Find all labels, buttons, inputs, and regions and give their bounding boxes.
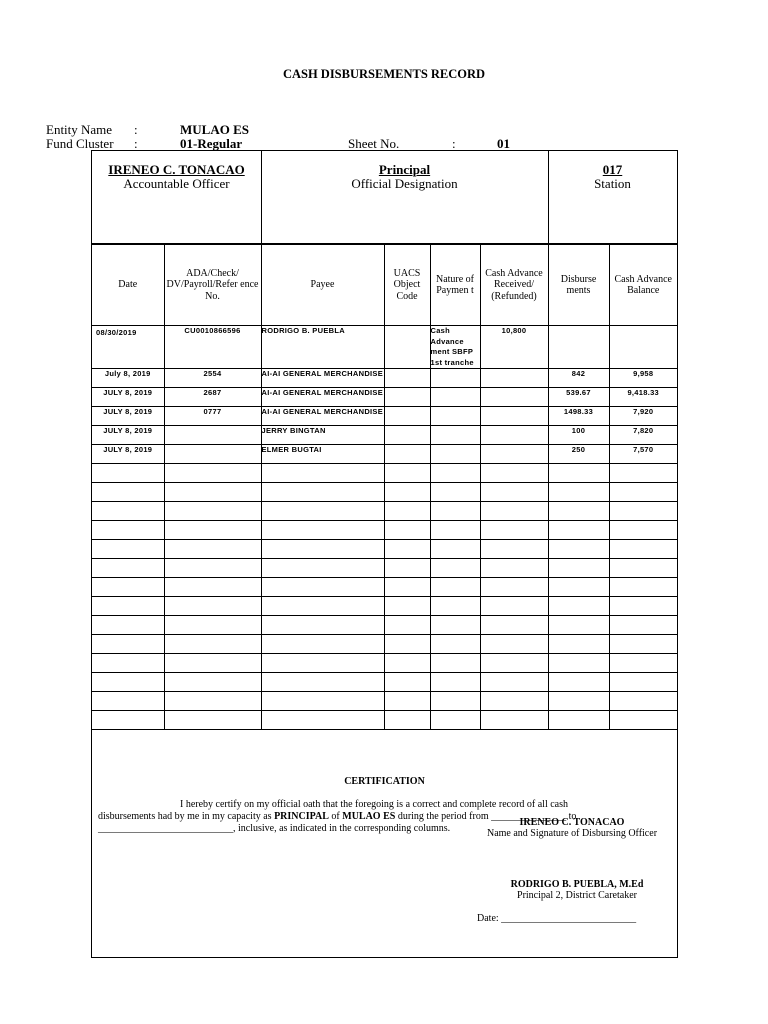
blank-cell bbox=[480, 597, 548, 616]
blank-row bbox=[92, 673, 677, 692]
blank-cell bbox=[548, 483, 609, 502]
cell-reference: 2687 bbox=[164, 388, 261, 407]
column-header-balance: Cash Advance Balance bbox=[609, 245, 677, 326]
blank-cell bbox=[609, 521, 677, 540]
fund-colon: : bbox=[134, 136, 138, 151]
blank-cell bbox=[261, 540, 384, 559]
blank-cell bbox=[548, 559, 609, 578]
blank-cell bbox=[384, 559, 430, 578]
accountable-officer-block bbox=[92, 163, 261, 191]
disbursement-table bbox=[92, 244, 677, 730]
cell-nature bbox=[430, 426, 480, 445]
table-row bbox=[92, 326, 677, 369]
blank-cell bbox=[609, 673, 677, 692]
sheet-no-label: Sheet No. bbox=[348, 136, 400, 151]
column-header-uacs: UACS Object Code bbox=[384, 245, 430, 326]
blank-cell bbox=[164, 521, 261, 540]
blank-cell bbox=[384, 616, 430, 635]
cell-date: JULY 8, 2019 bbox=[92, 388, 164, 407]
blank-row bbox=[92, 635, 677, 654]
blank-cell bbox=[548, 521, 609, 540]
blank-cell bbox=[92, 692, 164, 711]
blank-cell bbox=[430, 616, 480, 635]
record-frame bbox=[91, 150, 678, 958]
blank-cell bbox=[548, 635, 609, 654]
nature-text: Cash Advance ment SBFP 1st tranche bbox=[430, 326, 474, 367]
caretaker-name: RODRIGO B. PUEBLA, M.Ed bbox=[510, 879, 644, 890]
cell-balance: 7,570 bbox=[609, 445, 677, 464]
blank-cell bbox=[164, 464, 261, 483]
blank-cell bbox=[430, 483, 480, 502]
cell-date: July 8, 2019 bbox=[92, 369, 164, 388]
blank-cell bbox=[548, 597, 609, 616]
blank-cell bbox=[609, 616, 677, 635]
blank-cell bbox=[164, 692, 261, 711]
cell-nature bbox=[430, 388, 480, 407]
table-row bbox=[92, 445, 677, 464]
blank-cell bbox=[480, 578, 548, 597]
blank-cell bbox=[92, 597, 164, 616]
cell-payee: ELMER BUGTAI bbox=[261, 445, 384, 464]
blank-cell bbox=[548, 673, 609, 692]
blank-cell bbox=[384, 673, 430, 692]
cell-disbursements: 100 bbox=[548, 426, 609, 445]
cell-payee: AI-AI GENERAL MERCHANDISE bbox=[261, 388, 384, 407]
blank-cell bbox=[384, 711, 430, 730]
blank-cell bbox=[609, 692, 677, 711]
designation-name: Principal bbox=[378, 162, 431, 177]
fund-cluster-label: Fund Cluster bbox=[46, 136, 114, 151]
cell-reference bbox=[164, 426, 261, 445]
blank-cell bbox=[384, 635, 430, 654]
blank-cell bbox=[480, 711, 548, 730]
cell-received bbox=[480, 369, 548, 388]
blank-cell bbox=[384, 483, 430, 502]
blank-cell bbox=[609, 597, 677, 616]
cell-date: JULY 8, 2019 bbox=[92, 426, 164, 445]
blank-cell bbox=[261, 559, 384, 578]
blank-cell bbox=[609, 540, 677, 559]
blank-cell bbox=[164, 502, 261, 521]
column-header-payee: Payee bbox=[261, 245, 384, 326]
blank-row bbox=[92, 559, 677, 578]
blank-row bbox=[92, 597, 677, 616]
blank-cell bbox=[384, 540, 430, 559]
cell-disbursements bbox=[548, 326, 609, 369]
column-header-disbursements: Disburse ments bbox=[548, 245, 609, 326]
blank-row bbox=[92, 464, 677, 483]
officer-name: IRENEO C. TONACAO bbox=[108, 162, 245, 177]
blank-cell bbox=[480, 464, 548, 483]
blank-cell bbox=[164, 540, 261, 559]
caretaker-role: Principal 2, District Caretaker bbox=[517, 890, 637, 901]
cell-balance: 7,920 bbox=[609, 407, 677, 426]
blank-cell bbox=[430, 502, 480, 521]
cell-reference: 0777 bbox=[164, 407, 261, 426]
cell-nature bbox=[430, 407, 480, 426]
certification-line-2e: during the period from _______________ to bbox=[395, 811, 577, 822]
blank-cell bbox=[430, 540, 480, 559]
column-header-cash-advance-received: Cash Advance Received/ (Refunded) bbox=[480, 245, 548, 326]
blank-cell bbox=[92, 635, 164, 654]
cell-balance: 9,418.33 bbox=[609, 388, 677, 407]
blank-cell bbox=[480, 559, 548, 578]
cell-balance bbox=[609, 326, 677, 369]
cell-date: JULY 8, 2019 bbox=[92, 407, 164, 426]
blank-cell bbox=[92, 559, 164, 578]
cell-uacs bbox=[384, 326, 430, 369]
cell-payee: JERRY BINGTAN bbox=[261, 426, 384, 445]
column-header-nature: Nature of Paymen t bbox=[430, 245, 480, 326]
blank-cell bbox=[261, 578, 384, 597]
cell-date: JULY 8, 2019 bbox=[92, 445, 164, 464]
blank-cell bbox=[164, 711, 261, 730]
blank-cell bbox=[548, 578, 609, 597]
blank-cell bbox=[164, 578, 261, 597]
blank-cell bbox=[480, 616, 548, 635]
cell-uacs bbox=[384, 388, 430, 407]
blank-cell bbox=[480, 654, 548, 673]
blank-cell bbox=[92, 464, 164, 483]
cell-disbursements: 250 bbox=[548, 445, 609, 464]
blank-cell bbox=[92, 540, 164, 559]
blank-cell bbox=[609, 578, 677, 597]
cell-uacs bbox=[384, 369, 430, 388]
station-block bbox=[548, 163, 677, 191]
station-role: Station bbox=[594, 176, 631, 191]
certification-line-1: I hereby certify on my official oath that the foregoing is a correct and complete record of all cash bbox=[180, 799, 568, 810]
cell-balance: 9,958 bbox=[609, 369, 677, 388]
blank-cell bbox=[92, 711, 164, 730]
blank-cell bbox=[92, 616, 164, 635]
blank-cell bbox=[480, 692, 548, 711]
blank-cell bbox=[261, 692, 384, 711]
cell-payee: AI-AI GENERAL MERCHANDISE bbox=[261, 369, 384, 388]
blank-cell bbox=[480, 502, 548, 521]
cell-received bbox=[480, 388, 548, 407]
blank-cell bbox=[92, 654, 164, 673]
blank-cell bbox=[430, 654, 480, 673]
cell-payee: RODRIGO B. PUEBLA bbox=[261, 326, 384, 369]
blank-cell bbox=[261, 616, 384, 635]
document-title: CASH DISBURSEMENTS RECORD bbox=[282, 67, 486, 81]
certification-capacity: PRINCIPAL bbox=[274, 811, 329, 822]
blank-cell bbox=[261, 521, 384, 540]
certification-line-2a: disbursements had by me in my capacity as bbox=[98, 811, 275, 822]
blank-cell bbox=[164, 559, 261, 578]
blank-cell bbox=[92, 578, 164, 597]
blank-cell bbox=[92, 502, 164, 521]
blank-cell bbox=[430, 597, 480, 616]
blank-row bbox=[92, 711, 677, 730]
cell-disbursements: 842 bbox=[548, 369, 609, 388]
table-row bbox=[92, 369, 677, 388]
column-header-reference: ADA/Check/ DV/Payroll/Refer ence No. bbox=[164, 245, 261, 326]
cell-date: 08/30/2019 bbox=[92, 326, 164, 369]
cell-received bbox=[480, 426, 548, 445]
blank-cell bbox=[164, 673, 261, 692]
sheet-colon: : bbox=[452, 136, 456, 151]
blank-cell bbox=[430, 711, 480, 730]
blank-cell bbox=[480, 540, 548, 559]
blank-cell bbox=[480, 635, 548, 654]
blank-cell bbox=[261, 483, 384, 502]
blank-cell bbox=[164, 616, 261, 635]
blank-cell bbox=[609, 483, 677, 502]
blank-cell bbox=[430, 521, 480, 540]
blank-cell bbox=[609, 559, 677, 578]
cell-disbursements: 1498.33 bbox=[548, 407, 609, 426]
blank-cell bbox=[384, 578, 430, 597]
blank-cell bbox=[164, 597, 261, 616]
cell-payee: AI-AI GENERAL MERCHANDISE bbox=[261, 407, 384, 426]
blank-row bbox=[92, 502, 677, 521]
blank-cell bbox=[609, 464, 677, 483]
blank-cell bbox=[609, 502, 677, 521]
blank-cell bbox=[164, 635, 261, 654]
blank-cell bbox=[430, 559, 480, 578]
table-row bbox=[92, 407, 677, 426]
blank-cell bbox=[609, 635, 677, 654]
column-header-date: Date bbox=[92, 245, 164, 326]
blank-cell bbox=[384, 597, 430, 616]
blank-cell bbox=[261, 502, 384, 521]
blank-row bbox=[92, 483, 677, 502]
entity-name-label: Entity Name bbox=[46, 122, 113, 137]
blank-cell bbox=[261, 711, 384, 730]
disbursing-officer-name: IRENEO C. TONACAO bbox=[519, 817, 625, 828]
cell-uacs bbox=[384, 407, 430, 426]
blank-cell bbox=[609, 711, 677, 730]
blank-cell bbox=[430, 692, 480, 711]
blank-cell bbox=[261, 673, 384, 692]
officer-role: Accountable Officer bbox=[123, 176, 230, 191]
date-line: Date: ___________________________ bbox=[477, 913, 637, 924]
cell-reference bbox=[164, 445, 261, 464]
blank-row bbox=[92, 654, 677, 673]
entity-colon: : bbox=[134, 122, 138, 137]
cell-nature bbox=[430, 369, 480, 388]
cell-received bbox=[480, 407, 548, 426]
certification-entity: MULAO ES bbox=[342, 811, 396, 822]
blank-cell bbox=[430, 578, 480, 597]
blank-cell bbox=[548, 502, 609, 521]
blank-cell bbox=[548, 711, 609, 730]
certification-title: CERTIFICATION bbox=[344, 776, 425, 787]
disbursing-officer-role: Name and Signature of Disbursing Officer bbox=[486, 828, 658, 839]
blank-cell bbox=[92, 483, 164, 502]
blank-cell bbox=[430, 635, 480, 654]
sheet-no-value: 01 bbox=[497, 136, 510, 151]
cell-reference: 2554 bbox=[164, 369, 261, 388]
blank-row bbox=[92, 578, 677, 597]
cell-nature bbox=[430, 326, 480, 369]
blank-cell bbox=[480, 521, 548, 540]
cell-reference: CU0010866596 bbox=[164, 326, 261, 369]
entity-name-value: MULAO ES bbox=[180, 122, 249, 137]
caretaker-signature bbox=[492, 879, 662, 901]
blank-cell bbox=[261, 597, 384, 616]
blank-cell bbox=[92, 521, 164, 540]
blank-cell bbox=[384, 654, 430, 673]
designation-block bbox=[261, 163, 548, 191]
table-row bbox=[92, 426, 677, 445]
cell-received: 10,800 bbox=[480, 326, 548, 369]
blank-cell bbox=[261, 654, 384, 673]
blank-cell bbox=[92, 673, 164, 692]
blank-cell bbox=[164, 483, 261, 502]
blank-cell bbox=[384, 464, 430, 483]
blank-row bbox=[92, 540, 677, 559]
blank-cell bbox=[384, 502, 430, 521]
blank-cell bbox=[548, 540, 609, 559]
blank-row bbox=[92, 616, 677, 635]
station-code: 017 bbox=[602, 162, 623, 177]
blank-cell bbox=[384, 692, 430, 711]
cell-balance: 7,820 bbox=[609, 426, 677, 445]
blank-row bbox=[92, 521, 677, 540]
blank-cell bbox=[384, 521, 430, 540]
cell-disbursements: 539.67 bbox=[548, 388, 609, 407]
blank-cell bbox=[548, 692, 609, 711]
blank-cell bbox=[430, 673, 480, 692]
blank-cell bbox=[480, 483, 548, 502]
blank-cell bbox=[548, 616, 609, 635]
fund-cluster-value: 01-Regular bbox=[180, 136, 243, 151]
certification-line-2c: of bbox=[328, 811, 343, 822]
blank-cell bbox=[548, 464, 609, 483]
blank-cell bbox=[480, 673, 548, 692]
cell-uacs bbox=[384, 445, 430, 464]
disbursing-officer-signature bbox=[472, 817, 672, 839]
table-row bbox=[92, 388, 677, 407]
blank-cell bbox=[261, 635, 384, 654]
cell-uacs bbox=[384, 426, 430, 445]
certification-line-3: ___________________________, inclusive, as indicated in the corresponding columns. bbox=[98, 823, 451, 834]
designation-role: Official Designation bbox=[351, 176, 458, 191]
blank-cell bbox=[548, 654, 609, 673]
cell-nature bbox=[430, 445, 480, 464]
table-header-row bbox=[92, 245, 677, 326]
blank-cell bbox=[261, 464, 384, 483]
blank-row bbox=[92, 692, 677, 711]
blank-cell bbox=[430, 464, 480, 483]
blank-cell bbox=[609, 654, 677, 673]
blank-cell bbox=[164, 654, 261, 673]
cell-received bbox=[480, 445, 548, 464]
